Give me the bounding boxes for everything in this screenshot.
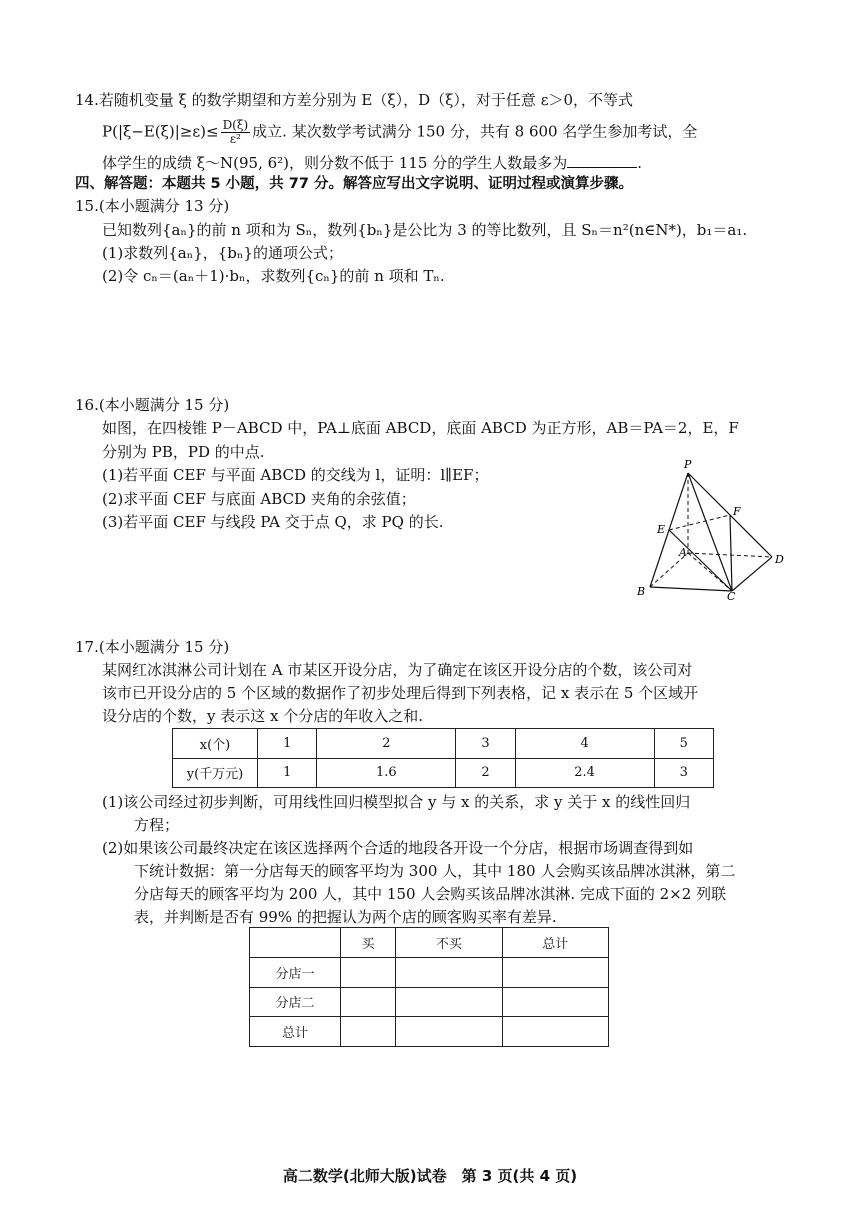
table-cell: 5 — [654, 729, 713, 759]
table-header: 不买 — [396, 928, 502, 958]
q15-head: 15.(本小题满分 13 分) — [75, 197, 230, 215]
page-footer: 高二数学(北师大版)试卷 第 3 页(共 4 页) — [282, 1167, 578, 1185]
edge-cd — [732, 557, 772, 591]
table-cell — [341, 1017, 396, 1047]
row-label-y: y(千万元) — [173, 758, 258, 788]
table-row — [173, 758, 714, 788]
q17-part2b: 下统计数据：第一分店每天的顾客平均为 300 人，其中 180 人会购买该品牌冰淇淋，第二 — [134, 862, 736, 880]
contingency-table — [249, 927, 609, 1047]
edge-ad — [688, 553, 772, 557]
table-cell: 2 — [456, 758, 515, 788]
q14-line3-text: 体学生的成绩 ξ～N(95, 6²)，则分数不低于 115 分的学生人数最多为 — [102, 154, 568, 172]
edge-fc — [730, 515, 732, 591]
table-cell — [396, 1017, 502, 1047]
edge-pc — [688, 473, 732, 591]
table-row — [173, 729, 714, 759]
edge-bc — [650, 587, 732, 591]
q16-line3: (1)若平面 CEF 与平面 ABCD 的交线为 l，证明：l∥EF； — [102, 466, 489, 484]
label-p: P — [684, 458, 692, 471]
q14-line2 — [102, 119, 697, 146]
q15-line1: 已知数列{aₙ}的前 n 项和为 Sₙ，数列{bₙ}是公比为 3 的等比数列，且 Sₙ＝n²(n∈N*)，b₁＝a₁. — [102, 221, 748, 239]
q15-line3: (2)令 cₙ＝(aₙ＋1)·bₙ，求数列{cₙ}的前 n 项和 Tₙ. — [102, 267, 445, 285]
table-cell — [396, 957, 502, 987]
q16-line4: (2)求平面 CEF 与底面 ABCD 夹角的余弦值； — [102, 490, 416, 508]
q17-part2d: 表，并判断是否有 99% 的把握认为两个店的顾客购买率有差异. — [134, 908, 557, 926]
table-cell — [396, 987, 502, 1017]
q16-line1: 如图，在四棱锥 P－ABCD 中，PA⊥底面 ABCD，底面 ABCD 为正方形，AB＝PA＝2，E，F — [102, 419, 739, 437]
row-label: 分店一 — [250, 957, 341, 987]
table-cell: 1 — [258, 729, 317, 759]
table-header: 总计 — [502, 928, 608, 958]
q17-part2a: (2)如果该公司最终决定在该区选择两个合适的地段各开设一个分店，根据市场调查得到如 — [102, 839, 694, 857]
row-label: 分店二 — [250, 987, 341, 1017]
table-cell — [341, 987, 396, 1017]
data-table — [172, 728, 714, 788]
table-cell: 2.4 — [515, 758, 654, 788]
row-label: 总计 — [250, 1017, 341, 1047]
table-cell — [502, 957, 608, 987]
edge-ec — [669, 530, 732, 591]
table-cell — [502, 1017, 608, 1047]
table-cell — [502, 987, 608, 1017]
table-cell: 1 — [258, 758, 317, 788]
table-cell: 3 — [654, 758, 713, 788]
q14-line2-text: 成立. 某次数学考试满分 150 分，共有 8 600 名学生参加考试，全 — [252, 122, 698, 141]
q17-line1: 某网红冰淇淋公司计划在 A 市某区开设分店，为了确定在该区开设分店的个数，该公司对 — [102, 661, 693, 679]
q14-line3 — [102, 153, 642, 173]
q16-line2: 分别为 PB，PD 的中点. — [102, 443, 265, 461]
table-row — [250, 928, 609, 958]
q14-frac-den: ε² — [229, 132, 241, 146]
q14-line1: 14.若随机变量 ξ 的数学期望和方差分别为 E（ξ），D（ξ），对于任意 ε＞0，不等式 — [75, 91, 634, 109]
table-cell: 3 — [456, 729, 515, 759]
q17-line3: 设分店的个数，y 表示这 x 个分店的年收入之和. — [102, 707, 424, 725]
table-cell: 4 — [515, 729, 654, 759]
table-cell — [250, 928, 341, 958]
q17-head: 17.(本小题满分 15 分) — [75, 638, 230, 656]
pyramid-figure — [630, 455, 790, 600]
q16-head: 16.(本小题满分 15 分) — [75, 396, 230, 414]
label-b: B — [637, 585, 646, 598]
label-f: F — [733, 505, 741, 518]
label-e: E — [657, 523, 666, 536]
q17-part1a: (1)该公司经过初步判断，可用线性回归模型拟合 y 与 x 的关系，求 y 关于 x 的线性回归 — [102, 793, 691, 811]
label-c: C — [727, 590, 736, 600]
q17-part1b: 方程； — [134, 816, 180, 834]
q16-line5: (3)若平面 CEF 与线段 PA 交于点 Q，求 PQ 的长. — [102, 513, 444, 531]
table-cell: 1.6 — [317, 758, 456, 788]
edge-ef — [669, 515, 730, 530]
q14-frac-num: D(ξ) — [222, 118, 249, 132]
q14-inequality: P(|ξ−E(ξ)|≥ε)≤ — [102, 122, 219, 141]
table-row — [250, 957, 609, 987]
table-header: 买 — [341, 928, 396, 958]
q15-line2: (1)求数列{aₙ}，{bₙ}的通项公式； — [102, 244, 343, 262]
q14-fraction — [221, 119, 251, 146]
table-cell: 2 — [317, 729, 456, 759]
q14-period: . — [637, 154, 642, 172]
section-heading: 四、解答题：本题共 5 小题，共 77 分。解答应写出文字说明、证明过程或演算步骤。 — [75, 176, 633, 192]
row-label-x: x(个) — [173, 729, 258, 759]
table-cell — [341, 957, 396, 987]
label-a: A — [679, 546, 687, 559]
label-d: D — [775, 553, 784, 566]
q17-part2c: 分店每天的顾客平均为 200 人，其中 150 人会购买该品牌冰淇淋. 完成下面的 2×2 列联 — [134, 885, 727, 903]
table-row — [250, 987, 609, 1017]
table-row — [250, 1017, 609, 1047]
answer-blank[interactable] — [567, 153, 637, 168]
q17-line2: 该市已开设分店的 5 个区域的数据作了初步处理后得到下列表格，记 x 表示在 5 个区域开 — [102, 684, 699, 702]
